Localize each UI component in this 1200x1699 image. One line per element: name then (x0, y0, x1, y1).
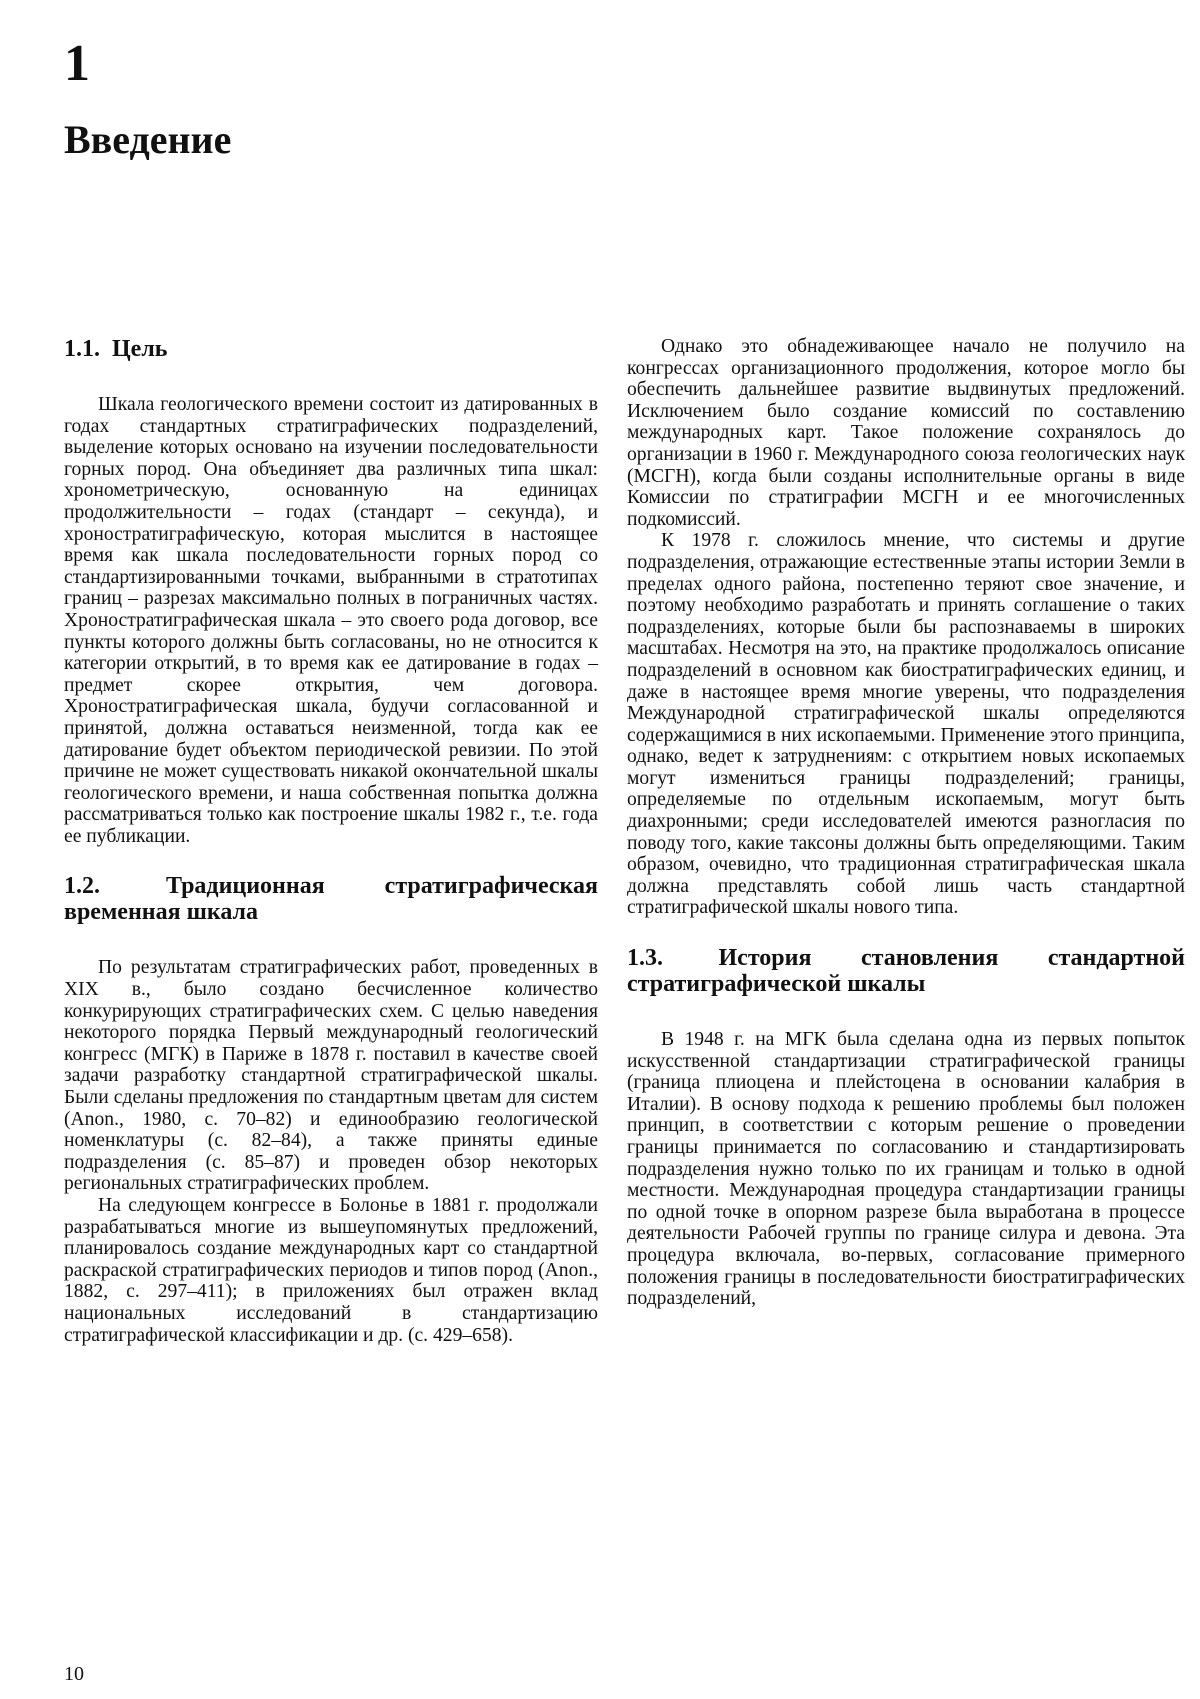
page-number: 10 (64, 1664, 84, 1684)
section-title: Цель (112, 336, 167, 362)
paragraph: По результатам стратиграфических работ, проведенных в XIX в., было создано бесчисленное количество конкурирующих стратиграфических схем. С целью наведения некоторого порядка Первый международный геологический конгресс (МГК) в Париже в 1878 г. поставил в качестве своей задачи разработку стандартной стратиграфической шкалы. Были сделаны предложения по стандартным цветам для систем (Anon., 1980, с. 70–82) и единообразию геологической номенклатуры (с. 82–84), а также приняты единые подразделения (с. 85–87) и проведен обзор некоторых региональных стратиграфических проблем. (64, 957, 598, 1195)
paragraph: Однако это обнадеживающее начало не получило на конгрессах организационного продолжения, которое могло бы обеспечить дальнейшее развитие выдвинутых предложений. Исключением было создание комиссий по составлению международных карт. Такое положение сохранялось до организации в 1960 г. Международного союза геологических наук (МСГН), когда были созданы исполнительные органы в виде Комиссии по стратиграфии МСГН и ее многочисленных подкомиссий. (627, 336, 1185, 530)
book-page (0, 0, 1200, 1699)
section-title: Традиционная стратиграфическая временная шкала (64, 873, 598, 925)
paragraph: Шкала геологического времени состоит из датированных в годах стандартных стратиграфических подразделений, выделение которых основано на изучении последовательности горных пород. Она объединяет два различных типа шкал: хронометрическую, основанную на единицах продолжительности – годах (стандарт – секунда), и хроностратиграфическую, которая мыслится в настоящее время как шкала последовательности горных пород со стандартизированными точками, выбранными в стратотипах границ – разрезах максимально полных в пограничных частях. Хроностратиграфическая шкала – это своего рода договор, все пункты которого должны быть согласованы, но не относится к категории открытий, в то время как ее датирование в годах – предмет скорее открытия, чем договора. Хроностратиграфическая шкала, будучи согласованной и принятой, должна оставаться неизменной, тогда как ее датирование будет объектом периодической ревизии. По этой причине не может существовать никакой окончательной шкалы геологического времени, и наша собственная попытка должна рассматриваться только как построение шкалы 1982 г., т.е. года ее публикации. (64, 394, 598, 847)
chapter-number: 1 (64, 38, 90, 90)
paragraph: На следующем конгрессе в Болонье в 1881 г. продолжали разрабатываться многие из вышеупомянутых предложений, планировалось создание международных карт со стандартной раскраской стратиграфических периодов и типов пород (Anon., 1882, с. 297–411); в приложениях был отражен вклад национальных исследований в стандартизацию стратиграфической классификации и др. (с. 429–658). (64, 1195, 598, 1346)
paragraph: В 1948 г. на МГК была сделана одна из первых попыток искусственной стандартизации стратиграфической границы (граница плиоцена и плейстоцена в основании калабрия в Италии). В основу подхода к решению проблемы был положен принцип, в соответствии с которым решение о проведении границы принимается по согласованию и стандартизировать подразделения нужно только по их границам и только в одной местности. Международная процедура стандартизации границы по одной точке в опорном разрезе была выработана в процессе деятельности Рабочей группы по границе силура и девона. Эта процедура включала, во-первых, согласование примерного положения границы в последовательности биостратиграфических подразделений, (627, 1029, 1185, 1310)
section-heading-1-1 (64, 336, 598, 362)
section-number: 1.2. (64, 873, 100, 899)
paragraph: К 1978 г. сложилось мнение, что системы и другие подразделения, отражающие естественные этапы истории Земли в пределах одного района, постепенно теряют свое значение, и поэтому необходимо разработать и принять соглашение о таких подразделениях, которые были бы распознаваемы в широких масштабах. Несмотря на это, на практике продолжалось описание подразделений в основном как биостратиграфических единиц, и даже в настоящее время многие уверены, что подразделения Международной стратиграфической шкалы определяются содержащимися в них ископаемыми. Применение этого принципа, однако, ведет к затруднениям: с открытием новых ископаемых могут измениться границы подразделений; границы, определяемые по отдельным ископаемым, могут быть диахронными; среди исследователей имеются разногласия по поводу того, какие таксоны должны быть определяющими. Таким образом, очевидно, что традиционная стратиграфическая шкала должна представлять собой лишь часть стандартной стратиграфической шкалы нового типа. (627, 530, 1185, 919)
section-number: 1.3. (627, 945, 663, 971)
section-heading-1-2 (64, 873, 598, 925)
section-number: 1.1. (64, 336, 100, 362)
left-column (64, 336, 598, 1346)
chapter-title: Введение (64, 120, 231, 160)
section-heading-1-3 (627, 945, 1185, 997)
section-title: История становления стандартной стратиграфической шкалы (627, 945, 1185, 997)
right-column (627, 336, 1185, 1310)
